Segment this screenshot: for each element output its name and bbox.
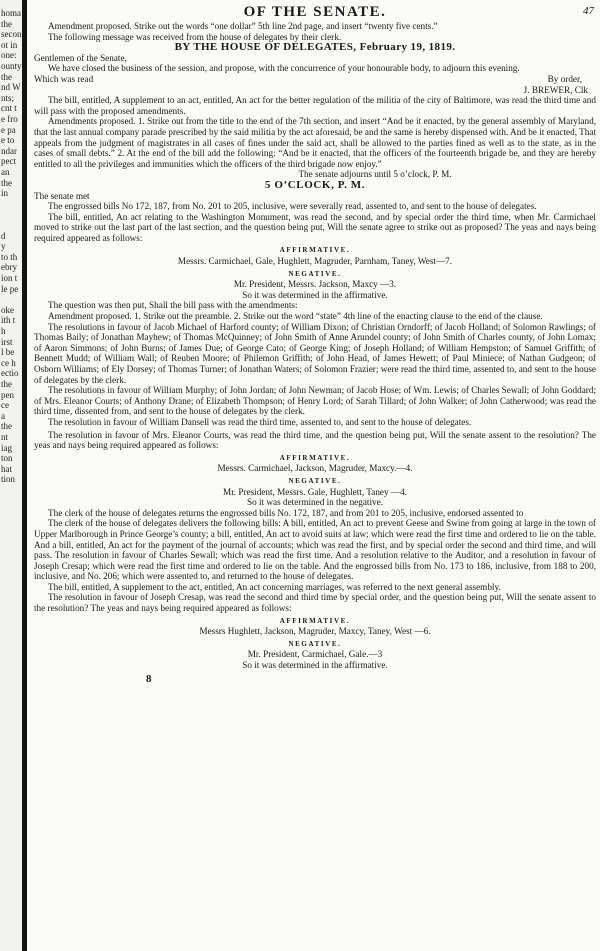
vote-affirmative-names: Messrs. Carmichael, Gale, Hughlett, Magruder, Parnham, Taney, West—7. xyxy=(177,256,453,267)
dansell-resolution: The resolution in favour of William Dansell was read the third time, assented to, and sent to the house of delegates. xyxy=(48,416,472,427)
margin-fragment: y xyxy=(1,241,6,252)
margin-fragment: hat xyxy=(1,463,12,474)
engrossed-returned: The clerk of the house of delegates returns the engrossed bills No. 172, 187, and from 201 to 205, inclusive, endorsed assented to xyxy=(48,507,524,518)
question-put: The question was then put, Shall the bill pass with the amendments: xyxy=(48,300,298,311)
senate-met: The senate met xyxy=(34,190,90,201)
margin-fragment: homa xyxy=(1,8,21,18)
clerk-delivers-bills: The clerk of the house of delegates delivers the following bills: A bill, entitled, An act to prevent Geese and Swine from going at large in the town of Upper Marlborough in Prince George’s county; a bill, entitled, An act to avoid suits at law; which were read the first time and ordered to lie on the table. And a bill, entitled, An act for the payment of the journal of accounts; which was read the first, and by special order the second and third time, and will pass. The resolution in favour of Charles Sewall; which was read the first time. And a resolution relative to the Auditor, and a resolution in favour of Joseph Cresap; which were read the first time and ordered to lie on the table. And the engrossed bills from No. 173 to 186, inclusive, from 188 to 200, inclusive, and No. 206; which were assented to, and returned to the house of delegates. xyxy=(34,518,596,582)
by-order-line xyxy=(34,74,596,85)
message-intro: The following message was received from the house of delegates by their clerk. xyxy=(48,31,342,42)
vote2-affirmative-names: Messrs. Carmichael, Jackson, Magruder, Maxcy.—4. xyxy=(217,463,413,474)
margin-fragment: nts; xyxy=(1,92,15,103)
margin-fragment: in xyxy=(1,188,9,199)
margin-fragment: ot in xyxy=(1,39,18,50)
amendment-paragraph: Amendment proposed. Strike out the words “one dollar” 5th line 2nd page, and insert “twenty five cents.” xyxy=(48,21,438,31)
vote-negative-names: Mr. President, Messrs. Jackson, Maxcy —3. xyxy=(233,279,397,290)
militia-amendments: Amendments proposed. 1. Strike out from the title to the end of the 7th section, and insert “And be it enacted, by the general assembly of Maryland, that the last annual company parade prescribed by the said militia by the act aforesaid, be and the same is hereby dispensed with. And be it enacted, That appeals from the judgment of magistrates in all cases of fines under the said act, shall be allowed to the parties fined as well as to the state, as in the cases of small debts.” 2. At the end of the bill add the following: “And be it enacted, that the officers of the fourteenth brigade be, and they are hereby entitled to all the privileges and immunities which the officers of the third brigade now enjoy.” xyxy=(34,116,596,169)
binding-gutter xyxy=(0,0,27,951)
margin-fragment: e pa xyxy=(1,124,16,135)
margin-fragment: to th xyxy=(1,251,18,262)
vote3-negative-heading: NEGATIVE. xyxy=(288,639,342,648)
margin-fragment: the xyxy=(1,379,12,389)
washington-monument-bill: The bill, entitled, An act relating to the Washington Monument, was read the second, and by special order the third time, when Mr. Carmichael moved to strike out the last part of the last section, and the question being put, Will the senate agree to strike out as proposed? The yeas and nays being required appeared as follows: xyxy=(34,211,596,243)
message-body: We have closed the business of the session, and propose, with the concurrence of your honourable body, to adjourn this evening. xyxy=(48,63,520,74)
salutation: Gentlemen of the Senate, xyxy=(34,52,127,63)
margin-fragment: d xyxy=(1,230,6,241)
margin-fragment: ith t xyxy=(1,315,16,326)
courts-resolution: The resolution in favour of Mrs. Eleanor Courts, was read the third time, and the question being put, Will the senate assent to the resolution? The yeas and nays being required appeared as follows: xyxy=(34,429,596,451)
vote-result: So it was determined in the affirmative. xyxy=(242,289,388,300)
margin-fragment: nt xyxy=(1,432,9,442)
vote3-negative-names: Mr. President, Carmichael, Gale.—3 xyxy=(247,649,383,660)
margin-fragment: ebry xyxy=(1,262,17,273)
binding-rule xyxy=(22,0,27,951)
vote-negative-heading: NEGATIVE. xyxy=(288,269,342,278)
vote2-negative-heading: NEGATIVE. xyxy=(288,476,342,485)
margin-fragment: ce h xyxy=(1,357,16,368)
cresap-resolution: The resolution in favour of Joseph Cresap, was read the second and third time by special order, and the question being put, Will the senate assent to the resolution? The yeas and nays being required appeared as follows: xyxy=(34,592,596,614)
margin-fragment: the xyxy=(1,18,12,29)
by-order: By order, xyxy=(547,73,582,84)
vote2-result: So it was determined in the negative. xyxy=(247,497,383,508)
clerk-signature: J. BREWER, Clk xyxy=(523,84,588,95)
margin-fragment: the xyxy=(1,421,12,432)
margin-fragment: an xyxy=(1,167,10,177)
vote3-result: So it was determined in the affirmative. xyxy=(242,660,388,671)
margin-fragment: tion xyxy=(1,474,16,485)
margin-fragment: the xyxy=(1,177,12,188)
margin-fragment: e fro xyxy=(1,114,18,124)
margin-fragment: ounty xyxy=(1,61,22,71)
session-time-heading: 5 O’CLOCK, P. M. xyxy=(264,178,366,191)
margin-fragment: h xyxy=(1,326,6,336)
militia-bill: The bill, entitled, A supplement to an act, entitled, An act for the better regulation of the militia of the city of Baltimore, was read the third time and will pass with the proposed amendments. xyxy=(34,95,596,116)
margin-fragment: ion t xyxy=(1,273,18,283)
margin-fragment: nd W xyxy=(1,82,21,93)
vote2-affirmative-heading: AFFIRMATIVE. xyxy=(279,453,351,462)
margin-fragment: ectio xyxy=(1,368,19,379)
margin-fragment: cnt t xyxy=(1,103,17,114)
margin-fragment: the xyxy=(1,71,12,82)
margin-fragment: ce xyxy=(1,400,9,411)
running-head: OF THE SENATE. xyxy=(243,4,387,20)
journal-page xyxy=(34,0,596,951)
margin-fragment: ton xyxy=(1,453,13,464)
margin-fragment: ndar xyxy=(1,145,17,156)
vote3-affirmative-heading: AFFIRMATIVE. xyxy=(279,616,351,625)
adjournment-note: The senate adjourns until 5 o’clock, P. M. xyxy=(298,169,452,180)
engrossed-bills: The engrossed bills No 172, 187, from No. 201 to 205, inclusive, were severally read, assented to, and sent to the house of delegates. xyxy=(48,201,537,212)
margin-fragment: iag xyxy=(1,442,12,453)
marriages-bill: The bill, entitled, A supplement to the act, entitled, An act concerning marriages, was referred to the next general assembly. xyxy=(48,581,501,592)
preamble-amendment: Amendment proposed. 1. Strike out the preamble. 2. Strike out the word “state” 4th line of the enacting clause to the end of the clause. xyxy=(48,311,543,322)
margin-fragment: pect xyxy=(1,156,16,167)
margin-fragment: oke xyxy=(1,304,14,315)
vote2-negative-names: Mr. President, Messrs. Gale, Hughlett, Taney —4. xyxy=(223,486,407,497)
margin-fragment: one: xyxy=(1,50,17,61)
vote-affirmative-heading: AFFIRMATIVE. xyxy=(279,246,351,255)
margin-fragment: secon xyxy=(1,29,22,40)
margin-fragment: le pe xyxy=(1,283,19,294)
margin-fragment: pen xyxy=(1,389,14,400)
margin-fragment: l be xyxy=(1,347,15,358)
message-heading: BY THE HOUSE OF DELEGATES, February 19, 1819. xyxy=(174,41,456,54)
folio-number: 8 xyxy=(146,672,152,685)
resolutions-assented: The resolutions in favour of Jacob Michael of Harford county; of William Dixon; of Christian Orndorff; of Jacob Holland; of Solomon Rawlings; of Thomas Baily; of Jonathan Mayhew; of Thomas McQuinney; of John Smith of Anne Arundel county; of John Smith of Charles county, of John Lomax; of Aaron Simmons; of John Burns; of James Due; of George Cato; of George King; of Joseph Holland; of William Hempston; of Samuel Griffith; of Bennett Mudd; of William Wall; of Reuben Moore; of Philemon Griffith; of John Head, of James Hewett; of Paul Miniece; of Nathan Gudgeon; of Osborn Williams; of Ely Dorsey; of Thomas Turner; of Jonathan Waters; of Solomon Frazier; were read the third time, assented to, and sent to the house of delegates by the clerk. xyxy=(34,321,596,385)
margin-fragment: e to xyxy=(1,135,15,146)
page-number: 47 xyxy=(583,5,594,17)
resolutions-dissented: The resolutions in favour of William Murphy; of John Jordan; of John Newman; of Jacob Hose; of Wm. Lewis; of Charles Sewall; of John Goddard; of Mrs. Eleanor Courts; of Anthony Drane; of Elizabeth Thompson; of Henry Lord; of Sarah Tillard; of John Walker; of John Catherwood; was read the third time, dissented from, and sent to the house of delegates by the clerk. xyxy=(34,385,596,417)
margin-fragment: irst xyxy=(1,336,13,347)
margin-fragment: a xyxy=(1,410,5,421)
vote3-affirmative-names: Messrs Hughlett, Jackson, Magruder, Maxcy, Taney, West —6. xyxy=(199,626,431,637)
which-was-read: Which was read xyxy=(34,73,94,84)
